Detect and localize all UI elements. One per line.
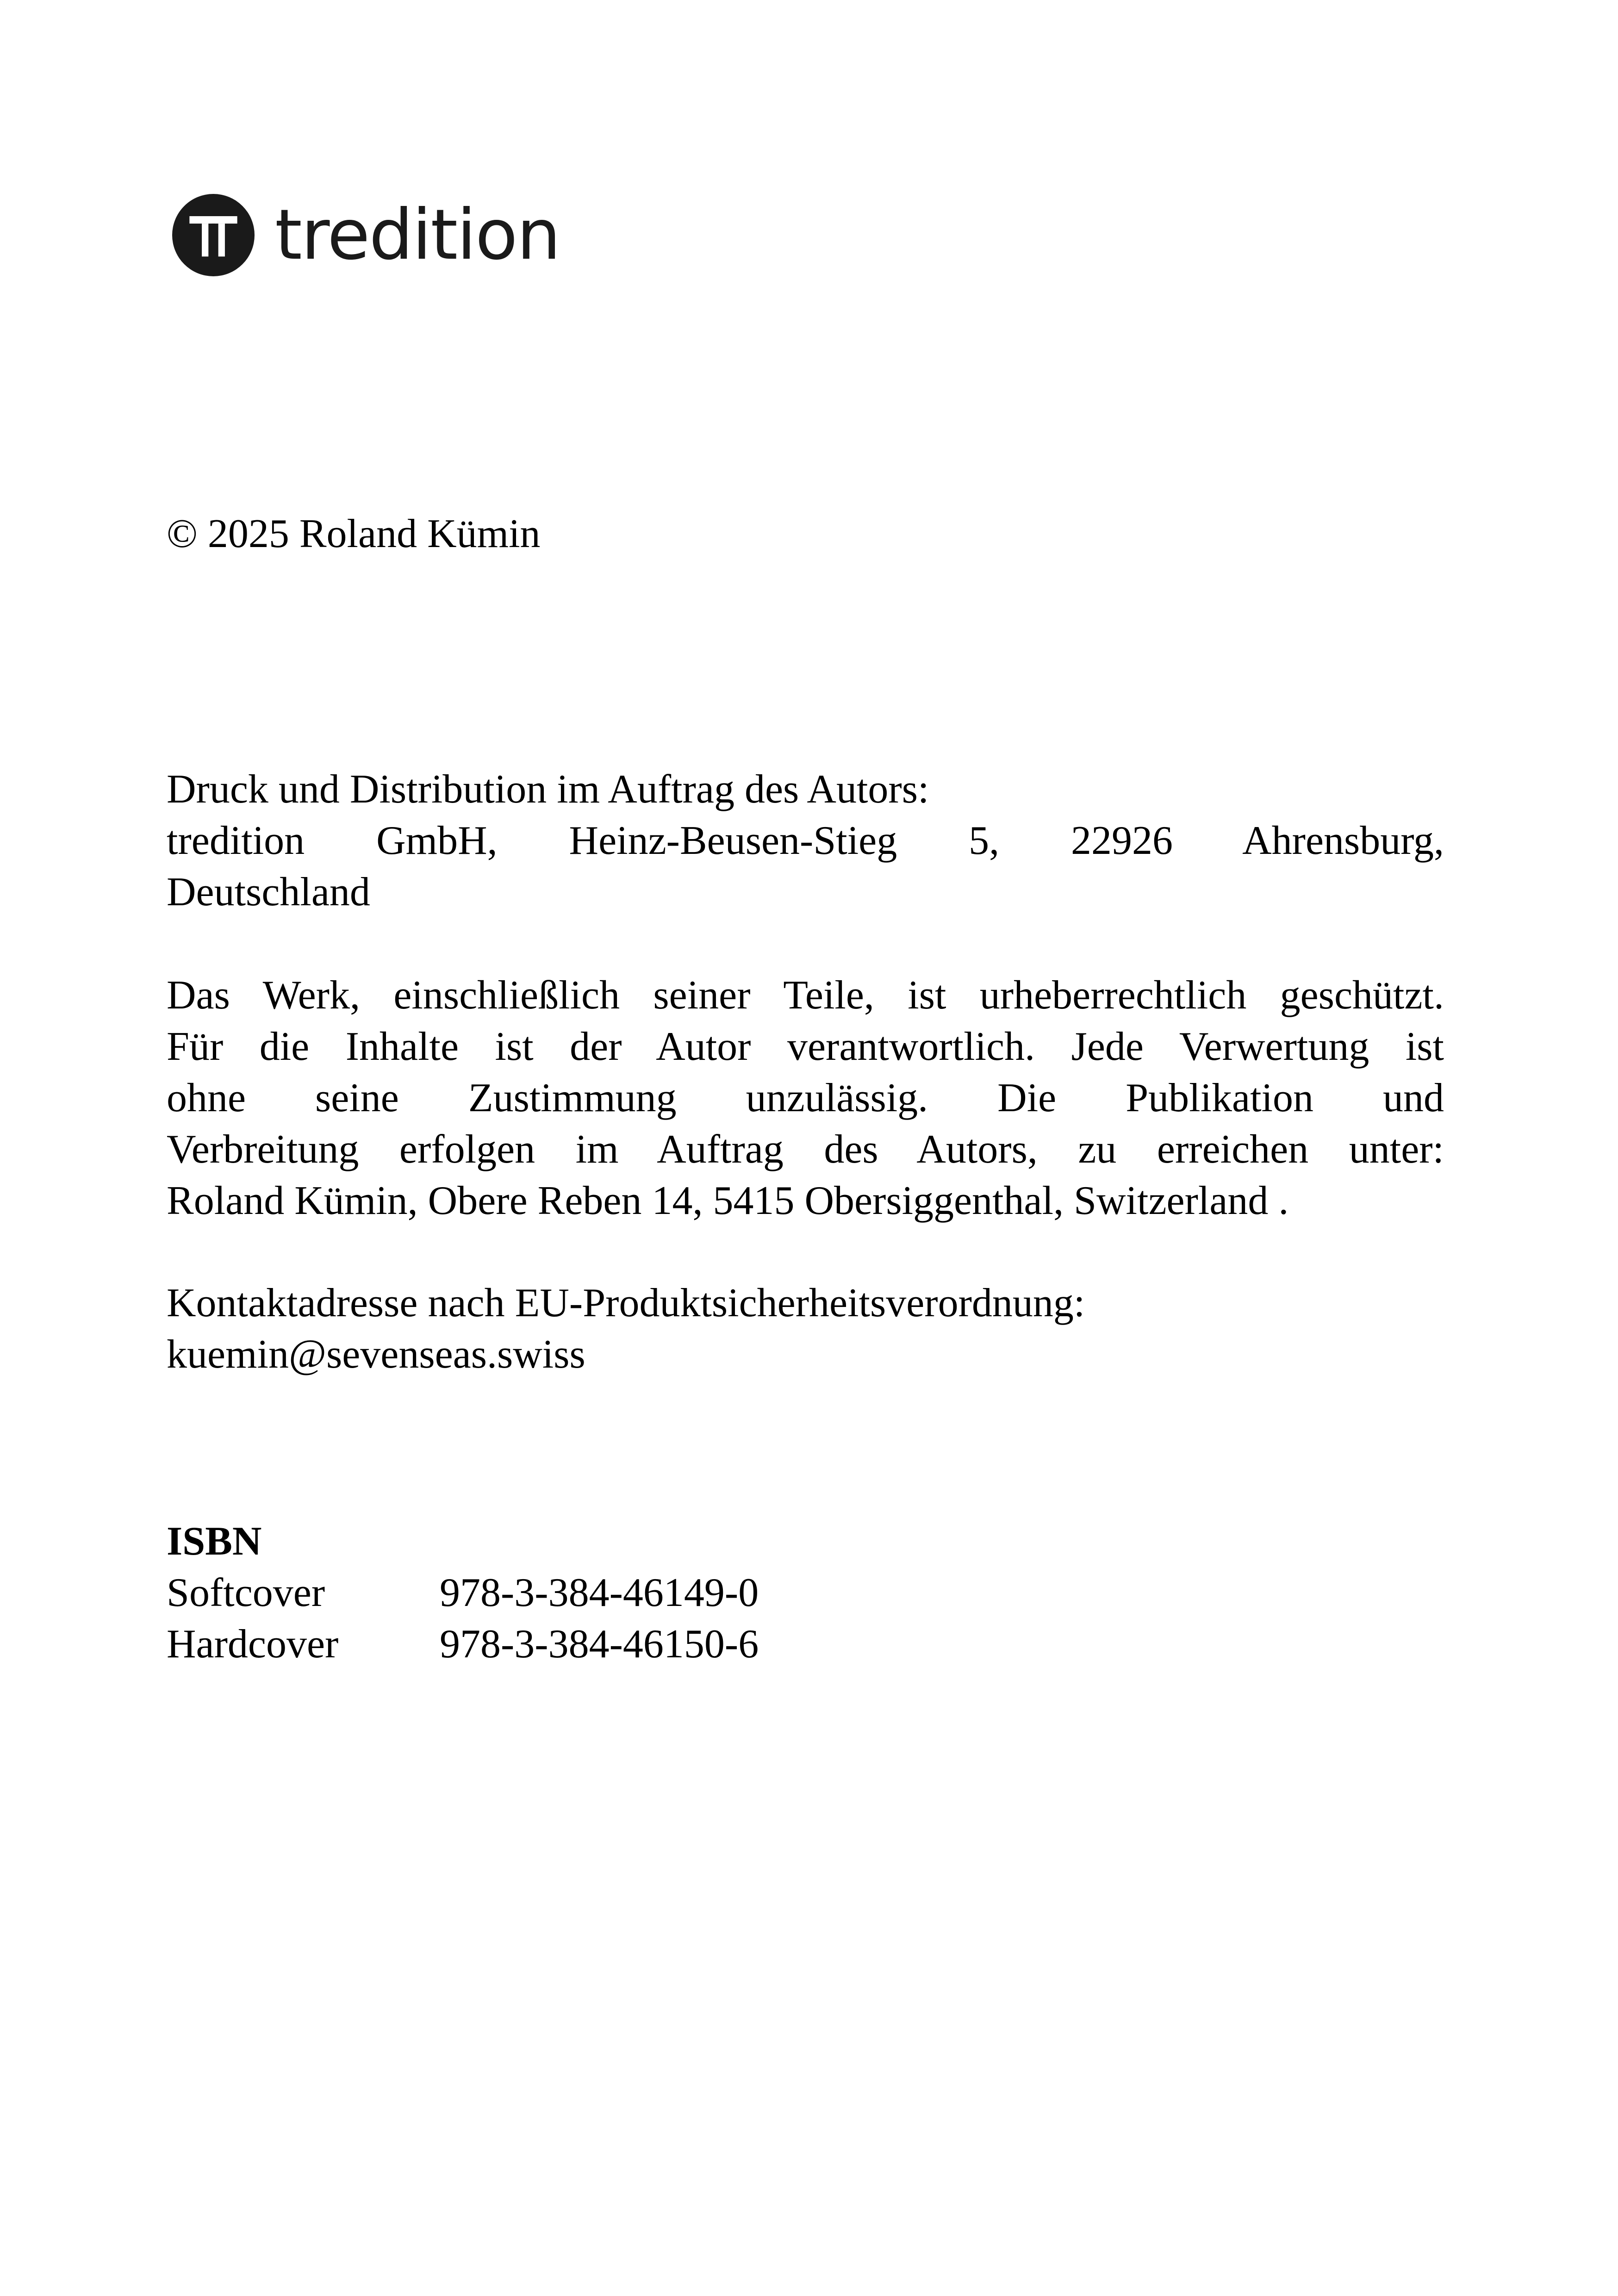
isbn-row [167, 1567, 1444, 1618]
isbn-number: 978-3-384-46149-0 [440, 1570, 759, 1615]
print-distribution-info [167, 764, 1444, 918]
isbn-label: Softcover [167, 1570, 325, 1615]
legal-notice [167, 970, 1444, 1226]
isbn-number: 978-3-384-46150-6 [440, 1622, 759, 1667]
legal-line: Verbreitung erfolgen im Auftrag des Autors, zu erreichen unter: [167, 1127, 1444, 1172]
print-info-line: Deutschland [167, 870, 370, 915]
contact-email: kuemin@sevenseas.swiss [167, 1332, 585, 1377]
legal-line: Roland Kümin, Obere Reben 14, 5415 Obersiggenthal, Switzerland . [167, 1178, 1289, 1223]
legal-line: Das Werk, einschließlich seiner Teile, ist urheberrechtlich geschützt. [167, 973, 1444, 1018]
isbn-title: ISBN [167, 1519, 262, 1564]
contact-label: Kontaktadresse nach EU-Produktsicherheitsverordnung: [167, 1281, 1085, 1325]
isbn-row [167, 1618, 1444, 1670]
print-info-line: tredition GmbH, Heinz-Beusen-Stieg 5, 22926 Ahrensburg, [167, 818, 1444, 863]
copyright-notice: © 2025 Roland Kümin [167, 511, 541, 556]
legal-line: Für die Inhalte ist der Autor verantwortlich. Jede Verwertung ist [167, 1024, 1444, 1069]
isbn-label: Hardcover [167, 1622, 339, 1667]
tredition-logo-icon [172, 194, 255, 276]
print-info-line: Druck und Distribution im Auftrag des Autors: [167, 767, 929, 812]
publisher-logo [172, 193, 560, 277]
legal-line: ohne seine Zustimmung unzulässig. Die Publikation und [167, 1076, 1444, 1120]
logo-wordmark: tredition [275, 195, 560, 275]
isbn-block [167, 1516, 1444, 1670]
contact-info [167, 1277, 1444, 1380]
